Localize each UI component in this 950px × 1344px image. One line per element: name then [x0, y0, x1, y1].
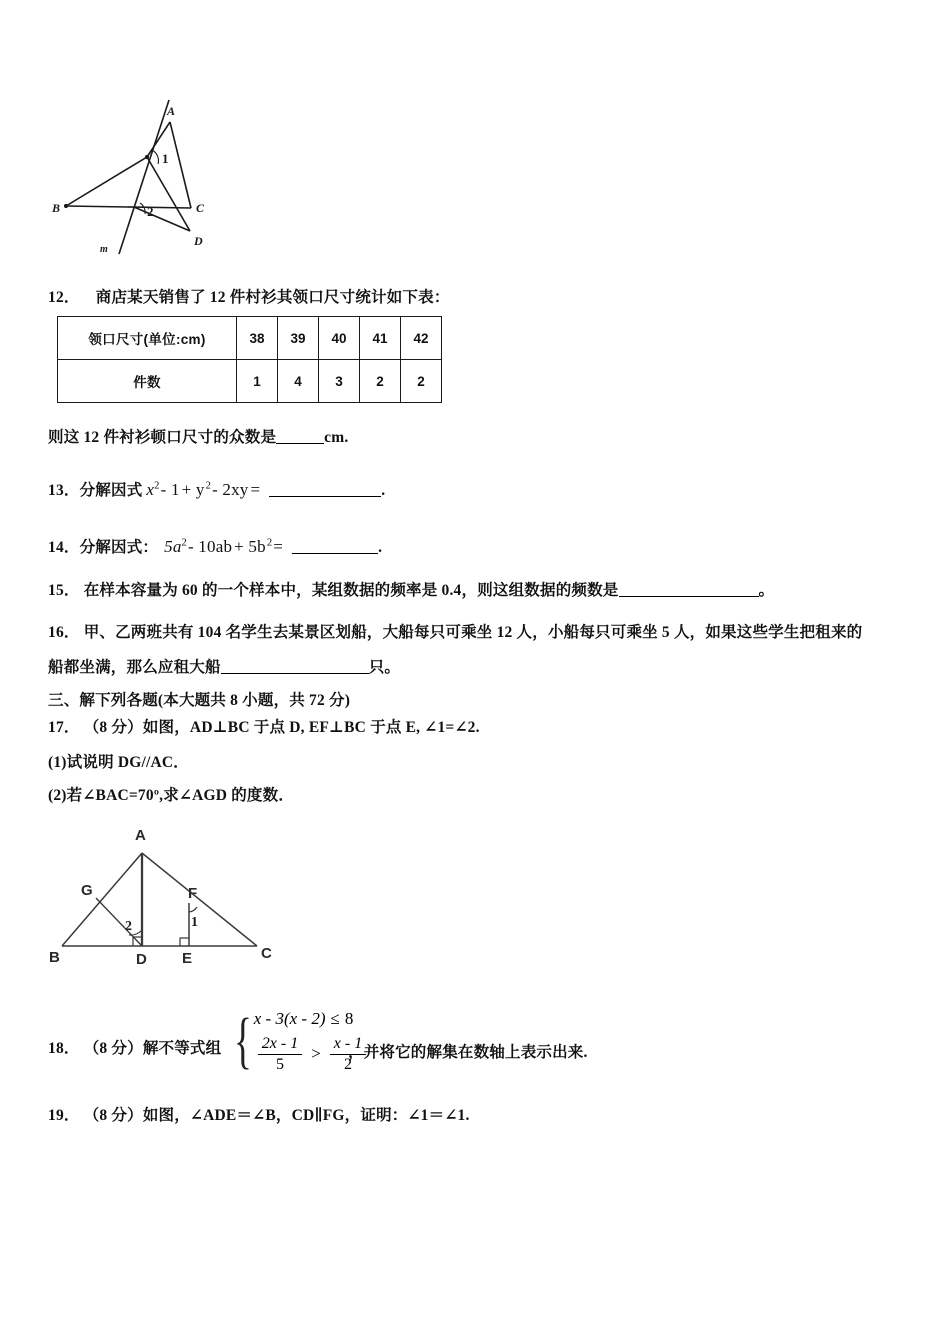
figure1-angle-2: 2: [147, 204, 154, 219]
figure1-angle-1: 1: [162, 151, 169, 166]
question-13: [48, 478, 385, 500]
count-cell: 3: [319, 360, 360, 403]
q12-number: 12．: [48, 289, 80, 306]
size-cell: 39: [278, 317, 319, 360]
q13-term-x: x: [146, 480, 155, 499]
figure2-label-B: B: [49, 949, 60, 966]
q14-number: 14．: [48, 539, 80, 556]
question-18-prefix: [48, 1036, 221, 1058]
inequality-row-1: [254, 1009, 370, 1029]
q19-text: 如图，∠ADE＝∠B，CD∥FG，证明：∠1＝∠1.: [142, 1107, 470, 1124]
table-row-counts: [58, 360, 442, 403]
figure1-label-A: A: [167, 104, 176, 118]
answer-blank[interactable]: [292, 553, 378, 554]
question-12-stem: [48, 285, 450, 307]
q15-text: 在样本容量为 60 的一个样本中，某组数据的频率是 0.4，则这组数据的频数是: [83, 582, 619, 599]
figure1-label-m: m: [100, 244, 108, 255]
q13-exp-x: 2: [154, 480, 160, 492]
count-cell: 1: [237, 360, 278, 403]
count-cell: 2: [360, 360, 401, 403]
q12-unit: cm.: [324, 429, 349, 446]
question-17-part-1: [48, 750, 189, 772]
question-19: [48, 1103, 470, 1125]
question-16-line2: [48, 655, 400, 677]
q13-number: 13．: [48, 482, 80, 499]
row-header-size: 领口尺寸(单位:cm): [58, 317, 237, 360]
size-cell: 38: [237, 317, 278, 360]
q14-exp-a: 2: [181, 537, 187, 549]
q18-frac-right-numerator: x - 1: [330, 1035, 366, 1055]
question-16-line1: [48, 620, 862, 642]
q15-number: 15．: [48, 582, 80, 599]
question-14: [48, 535, 382, 557]
q18-tail-text: ，并将它的解集在数轴上表示出来.: [348, 1044, 588, 1061]
count-cell: 4: [278, 360, 319, 403]
q13-label: 分解因式: [79, 482, 143, 499]
q18-ineq1-relation: ≤: [330, 1008, 340, 1028]
q17-part2-text: (2)若∠BAC=70º,求∠AGD 的度数．: [48, 787, 295, 804]
figure1-label-C: C: [196, 201, 205, 215]
q18-frac-left-denominator: 5: [275, 1055, 284, 1073]
q17-text: 如图，AD⊥BC 于点 D, EF⊥BC 于点 E, ∠1=∠2.: [142, 719, 480, 736]
q17-part1-text: (1)试说明 DG//AC．: [48, 754, 189, 771]
figure2-label-G: G: [81, 882, 93, 899]
q18-number: 18．: [48, 1040, 80, 1057]
answer-blank[interactable]: [276, 443, 324, 444]
question-12-followup: [48, 425, 348, 447]
figure2-angle-2: 2: [125, 919, 132, 934]
q18-fraction-left: [258, 1035, 302, 1074]
q18-frac-right-denominator: 2: [344, 1055, 353, 1073]
q13-minus-2xy: - 2xy: [212, 480, 249, 499]
q13-period: .: [381, 482, 386, 499]
q19-score: （8 分）: [83, 1107, 143, 1124]
q12-followup-text: 则这 12 件衬衫顿口尺寸的众数是: [48, 429, 277, 446]
figure-triangle-altitudes: [45, 818, 295, 968]
figure2-label-C: C: [261, 945, 272, 962]
q16-text-line1: 甲、乙两班共有 104 名学生去某景区划船，大船每只可乘坐 12 人，小船每只可乘坐 5 人，如果这些学生把租来的: [83, 624, 863, 641]
question-18-tail: [348, 1040, 588, 1062]
figure1-label-D: D: [194, 234, 203, 248]
q18-ineq1-lhs: x - 3(x - 2): [253, 1008, 326, 1028]
q14-label: 分解因式：: [79, 539, 159, 556]
count-cell: 2: [401, 360, 442, 403]
q19-number: 19．: [48, 1107, 80, 1124]
figure2-label-F: F: [188, 885, 198, 902]
q14-period: .: [378, 539, 383, 556]
q14-expression: [164, 537, 284, 556]
q14-exp-b: 2: [266, 537, 273, 549]
q14-minus-10ab: - 10ab: [188, 537, 233, 556]
collar-size-table: [57, 316, 442, 403]
q13-plus-y: + y: [181, 480, 205, 499]
size-cell: 41: [360, 317, 401, 360]
section-3-heading: [48, 688, 350, 710]
q15-end: 。: [758, 582, 775, 599]
q18-stem: 解不等式组: [142, 1040, 222, 1057]
figure2-label-A: A: [135, 827, 146, 844]
q17-score: （8 分）: [83, 719, 143, 736]
q13-minus-one: - 1: [160, 480, 180, 499]
size-cell: 42: [401, 317, 442, 360]
q13-equals: =: [250, 480, 261, 499]
answer-blank[interactable]: [269, 496, 381, 497]
q14-equals: =: [273, 537, 284, 556]
q12-text: 商店某天销售了 12 件村衫其领口尺寸统计如下表：: [95, 289, 450, 306]
figure2-label-D: D: [136, 951, 147, 968]
table-row-sizes: [58, 317, 442, 360]
question-15: [48, 578, 774, 600]
section-3-title: 三、解下列各题(本大题共 8 小题，共 72 分): [48, 692, 351, 709]
q17-number: 17．: [48, 719, 80, 736]
q16-text-line2: 船都坐满，那么应租大船: [48, 659, 221, 676]
figure2-angle-1: 1: [191, 915, 198, 930]
figure2-label-E: E: [182, 950, 193, 967]
figure1-label-B: B: [52, 201, 61, 215]
answer-blank[interactable]: [221, 673, 369, 674]
q14-term-5a: 5a: [164, 537, 182, 556]
system-brace: {: [233, 1006, 252, 1075]
question-17-stem: [48, 715, 480, 737]
q16-number: 16．: [48, 624, 80, 641]
q18-ineq2-relation: >: [311, 1044, 321, 1063]
row-header-count: 件数: [58, 360, 237, 403]
q14-plus-5b: + 5b: [234, 537, 266, 556]
q18-ineq1-rhs: 8: [344, 1008, 354, 1028]
q18-score: （8 分）: [83, 1040, 143, 1057]
size-cell: 40: [319, 317, 360, 360]
answer-blank[interactable]: [619, 596, 759, 597]
figure-triangle-transversal: [48, 88, 308, 268]
q13-expression: [146, 480, 261, 499]
q18-frac-left-numerator: 2x - 1: [258, 1035, 302, 1055]
q16-unit: 只。: [368, 659, 401, 676]
question-17-part-2: [48, 783, 294, 805]
q13-exp-y: 2: [205, 480, 212, 492]
